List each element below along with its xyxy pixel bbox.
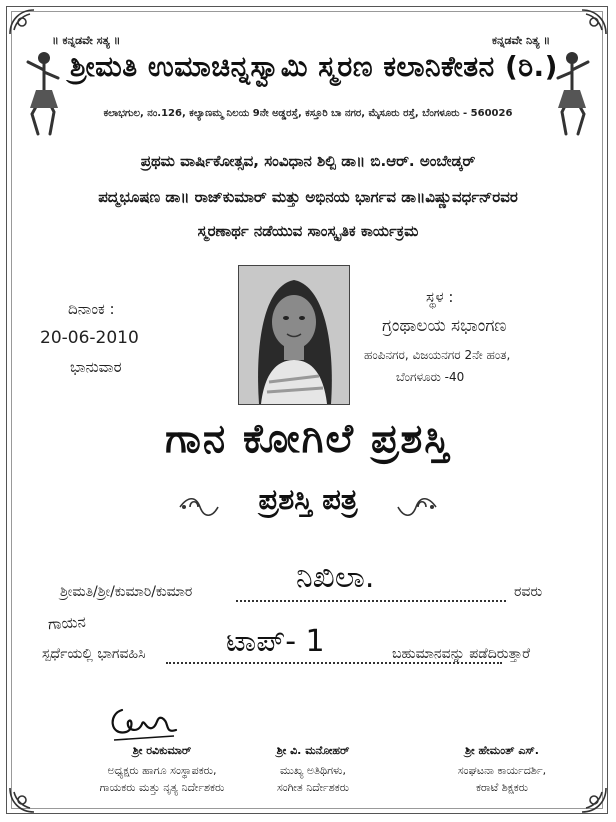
occasion-line-2: ಪದ್ಮಭೂಷಣ ಡಾ॥ ರಾಜ್‌ಕುಮಾರ್ ಮತ್ತು ಅಭಿನಯ ಭಾರ್ಗವ ಡಾ॥ವಿಷ್ಣುವರ್ಧನ್‌ರವರ (98, 188, 518, 206)
signature-ravikumar (104, 700, 184, 744)
motto-left: ॥ ಕನ್ನಡವೇ ಸತ್ಯ ॥ (52, 34, 121, 47)
category-handwritten: ಗಾಯನ (47, 612, 87, 634)
competition-suffix: ಬಹುಮಾನವನ್ನು ಪಡೆದಿರುತ್ತಾರೆ (388, 646, 530, 662)
competition-prefix: ಸ್ಪರ್ಧೆಯಲ್ಲಿ ಭಾಗವಹಿಸಿ (42, 646, 146, 662)
signatory-3-name: ಶ್ರೀ ಹೇಮಂತ್ ಎಸ್. (465, 744, 539, 757)
occasion-line-1: ಪ್ರಥಮ ವಾರ್ಷಿಕೋತ್ಸವ, ಸಂವಿಧಾನ ಶಿಲ್ಪಿ ಡಾ॥ ಬಿ.ಆರ್. ಅಂಬೇಡ್ಕರ್ (140, 152, 476, 170)
inner-border (11, 11, 603, 809)
corner-ornament-icon (580, 786, 608, 814)
dancer-right-icon (552, 48, 594, 138)
corner-ornament-icon (8, 8, 36, 36)
dancer-left-icon (22, 48, 64, 138)
occasion-line-3: ಸ್ಮರಣಾರ್ಥ ನಡೆಯುವ ಸಾಂಸ್ಕೃತಿಕ ಕಾರ್ಯಕ್ರಮ (197, 222, 419, 240)
recipient-dotted-line (236, 600, 506, 602)
recipient-photo (238, 265, 350, 405)
recipient-suffix: ರವರು (514, 584, 543, 600)
corner-ornament-icon (580, 8, 608, 36)
certificate-title: ಪ್ರಶಸ್ತಿ ಪತ್ರ (258, 482, 358, 516)
event-day: ಭಾನುವಾರ (70, 358, 122, 376)
recipient-name: ನಿಖಿಲಾ. (296, 560, 375, 595)
signatory-3-role-2: ಕರಾಟೆ ಶಿಕ್ಷಕರು (475, 781, 529, 794)
organization-address: ಕಲಾಭಗುಲ, ನಂ.126, ಕಲ್ಯಾಣಮ್ಮ ನಿಲಯ 9ನೇ ಅಡ್ಡರಸ್ತೆ, ಕಸ್ತೂರಿ ಬಾ ನಗರ, ಮೈಸೂರು ರಸ್ತೆ, ಬೆಂಗಳೂರು - 560026 (103, 108, 513, 119)
motto-right: ಕನ್ನಡವೇ ನಿತ್ಯ ॥ (492, 34, 551, 47)
flourish-right-icon (396, 492, 438, 522)
signatory-1-name: ಶ್ರೀ ರವಿಕುಮಾರ್ (132, 744, 192, 757)
organization-name: ಶ್ರೀಮತಿ ಉಮಾಚಿನ್ನಸ್ವಾಮಿ ಸ್ಮರಣ ಕಲಾನಿಕೇತನ (ರಿ.) (70, 50, 558, 83)
position-dotted-line (166, 662, 502, 664)
signatory-1-role-2: ಗಾಯಕರು ಮತ್ತು ನೃತ್ಯ ನಿರ್ದೇಶಕರು (99, 781, 225, 794)
award-title: ಗಾನ ಕೋಗಿಲೆ ಪ್ರಶಸ್ತಿ (165, 416, 451, 462)
signatory-2-role-2: ಸಂಗೀತ ನಿರ್ದೇಶಕರು (276, 781, 350, 794)
signatory-2-role-1: ಮುಖ್ಯ ಅತಿಥಿಗಳು, (279, 764, 347, 777)
signatory-2-name: ಶ್ರೀ ವಿ. ಮನೋಹರ್ (276, 744, 350, 757)
date-label: ದಿನಾಂಕ : (68, 300, 115, 318)
signatory-3-role-1: ಸಂಘಟನಾ ಕಾರ್ಯದರ್ಶಿ, (457, 764, 547, 777)
corner-ornament-icon (8, 786, 36, 814)
signatory-1-role-1: ಅಧ್ಯಕ್ಷರು ಹಾಗೂ ಸಂಸ್ಥಾಪಕರು, (107, 764, 217, 777)
venue-name: ಗ್ರಂಥಾಲಯ ಸಭಾಂಗಣ (382, 316, 507, 336)
recipient-prefix: ಶ್ರೀಮತಿ/ಶ್ರೀ/ಕುಮಾರಿ/ಕುಮಾರ (60, 584, 193, 600)
venue-label: ಸ್ಥಳ : (426, 288, 454, 306)
venue-address-line-1: ಹಂಪಿನಗರ, ವಿಜಯನಗರ 2ನೇ ಹಂತ, (364, 348, 511, 362)
venue-address-line-2: ಬೆಂಗಳೂರು -40 (396, 370, 465, 384)
position-awarded: ಟಾಪ್- 1 (226, 624, 325, 659)
event-date: 20-06-2010 (40, 328, 139, 348)
